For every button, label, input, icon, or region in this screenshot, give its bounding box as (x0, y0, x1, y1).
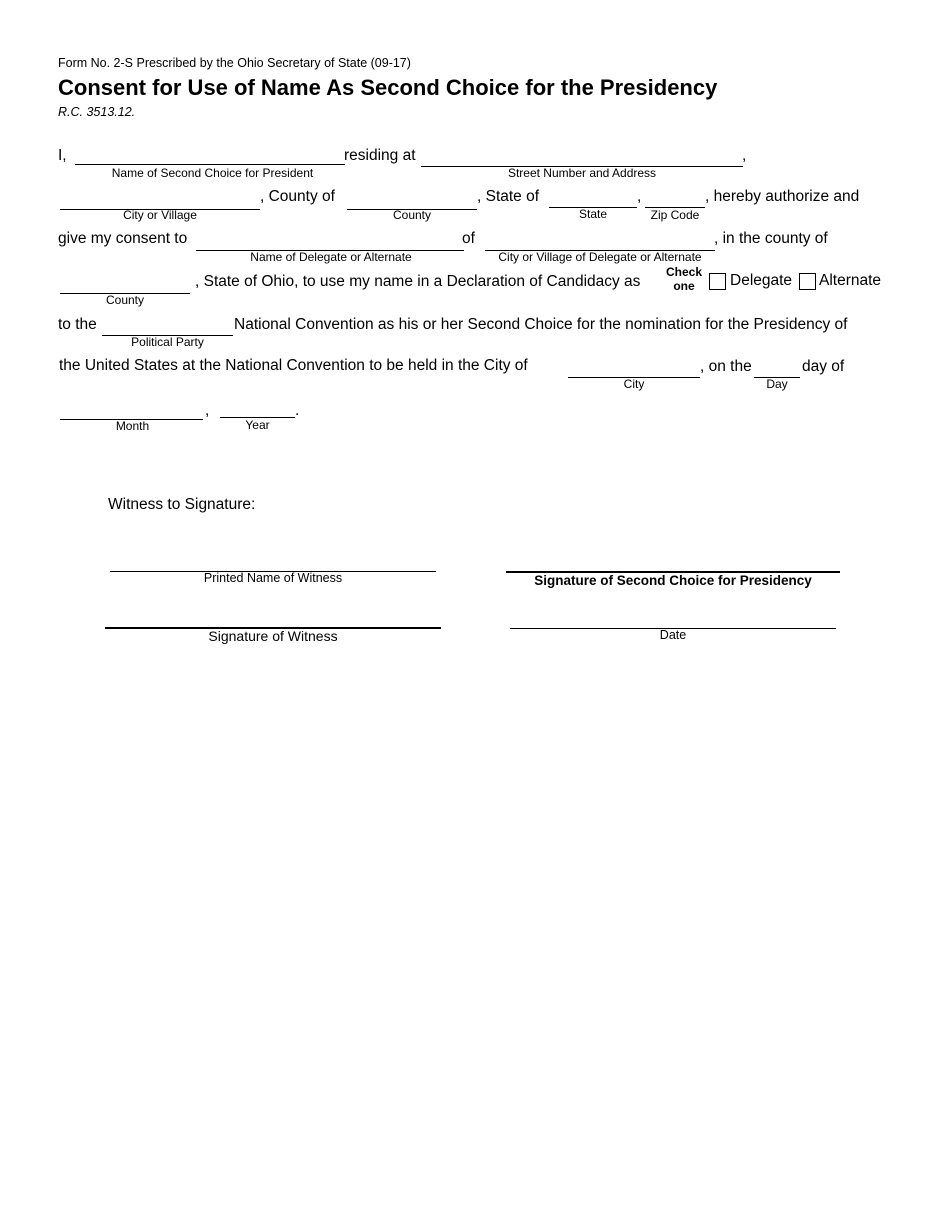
caption-second-choice-name: Name of Second Choice for President (111, 166, 314, 180)
alternate-checkbox[interactable] (799, 273, 816, 290)
caption-zip-code: Zip Code (650, 208, 700, 222)
caption-city: City (623, 377, 645, 391)
row1-comma: , (742, 147, 747, 164)
caption-date: Date (659, 628, 687, 642)
caption-signature-second-choice: Signature of Second Choice for Presidency (534, 573, 812, 588)
delegate-label: Delegate (730, 272, 793, 289)
caption-delegate-city: City or Village of Delegate or Alternate (498, 250, 702, 264)
caption-political-party: Political Party (131, 335, 204, 349)
caption-delegate-county: County (105, 293, 145, 307)
to-the-text: to the (58, 316, 97, 333)
give-consent-text: give my consent to (58, 230, 188, 247)
caption-delegate-name: Name of Delegate or Alternate (250, 250, 412, 264)
day-of-text: day of (802, 358, 845, 375)
residing-at-text: residing at (344, 147, 416, 164)
check-one-line1: Check (665, 265, 703, 279)
row1-lead: I, (58, 147, 67, 164)
year-period: . (295, 402, 300, 419)
caption-year: Year (245, 418, 270, 432)
in-county-text: , in the county of (714, 230, 828, 247)
caption-street-address: Street Number and Address (507, 166, 657, 180)
caption-city-village: City or Village (123, 208, 197, 222)
page-title: Consent for Use of Name As Second Choice for the Presidency (58, 75, 718, 100)
statute-reference: R.C. 3513.12. (58, 105, 136, 119)
state-of-ohio-text: , State of Ohio, to use my name in a Declaration of Candidacy as (195, 273, 641, 290)
caption-month: Month (115, 419, 150, 433)
form-number: Form No. 2-S Prescribed by the Ohio Secretary of State (09-17) (58, 56, 411, 70)
state-of-text: , State of (477, 188, 540, 205)
of-text: of (462, 230, 475, 247)
caption-signature-witness: Signature of Witness (208, 628, 338, 644)
caption-day: Day (766, 377, 788, 391)
second-choice-name-field[interactable] (75, 164, 345, 165)
united-states-text: the United States at the National Convention to be held in the City of (59, 357, 528, 374)
county-of-text: , County of (260, 188, 335, 205)
on-the-text: , on the (700, 358, 752, 375)
check-one-line2: one (673, 279, 695, 293)
month-comma: , (205, 402, 210, 419)
authorize-text: , hereby authorize and (705, 188, 860, 205)
caption-state: State (578, 207, 608, 221)
caption-county: County (392, 208, 432, 222)
delegate-checkbox[interactable] (709, 273, 726, 290)
witness-heading: Witness to Signature: (108, 496, 256, 513)
national-convention-text: National Convention as his or her Second Choice for the nomination for the Presidency of (234, 316, 848, 333)
caption-printed-name-witness: Printed Name of Witness (203, 571, 343, 585)
check-one-label (664, 265, 704, 293)
alternate-label: Alternate (819, 272, 882, 289)
row2-comma: , (637, 188, 642, 205)
